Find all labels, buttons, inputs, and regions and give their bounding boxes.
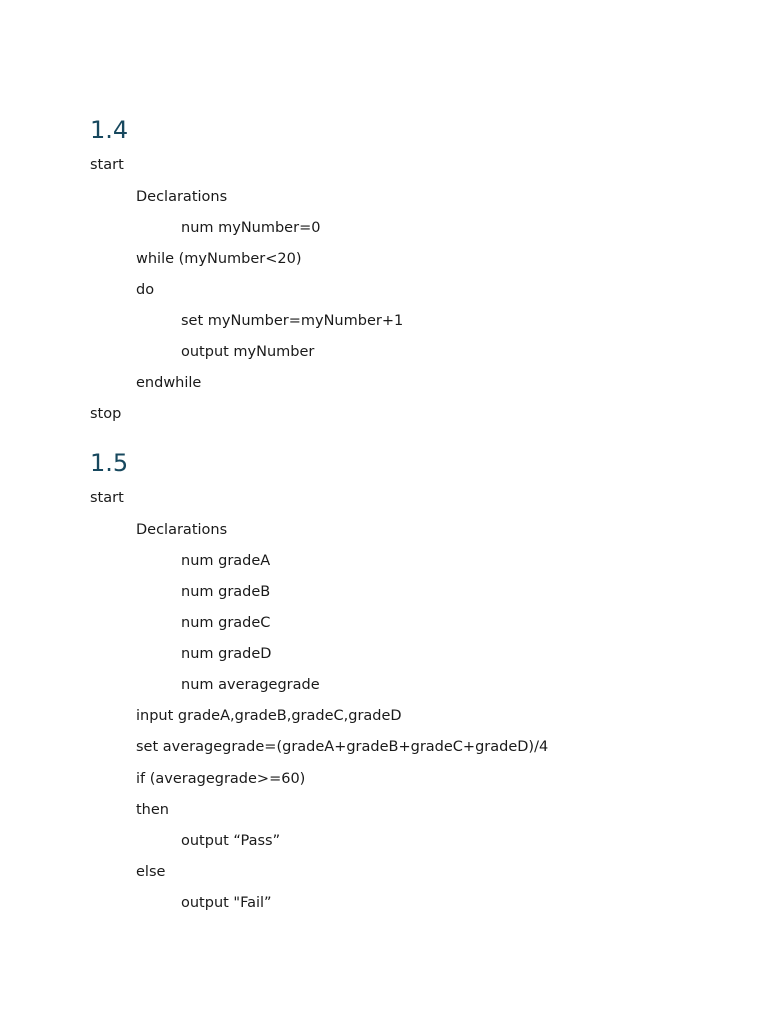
code-line: num gradeB [181,584,271,600]
code-line: num gradeC [181,615,271,631]
code-line: output myNumber [181,344,315,360]
code-line: Declarations [136,189,228,205]
code-line: then [136,802,169,818]
code-line: stop [90,406,122,422]
section-heading-1-4: 1.4 [90,116,129,144]
code-line: Declarations [136,522,228,538]
code-line: endwhile [136,375,202,391]
code-line: num averagegrade [181,677,320,693]
code-line: do [136,282,155,298]
code-line: output "Fail” [181,895,272,911]
code-line: start [90,490,124,506]
code-line: while (myNumber<20) [136,251,302,267]
code-line: output “Pass” [181,833,281,849]
code-line: if (averagegrade>=60) [136,771,306,787]
code-line: set averagegrade=(gradeA+gradeB+gradeC+gradeD)/4 [136,739,549,755]
code-line: else [136,864,166,880]
code-line: num myNumber=0 [181,220,321,236]
code-line: set myNumber=myNumber+1 [181,313,404,329]
code-line: input gradeA,gradeB,gradeC,gradeD [136,708,402,724]
code-line: num gradeD [181,646,272,662]
section-heading-1-5: 1.5 [90,449,129,477]
code-line: num gradeA [181,553,271,569]
code-line: start [90,157,124,173]
